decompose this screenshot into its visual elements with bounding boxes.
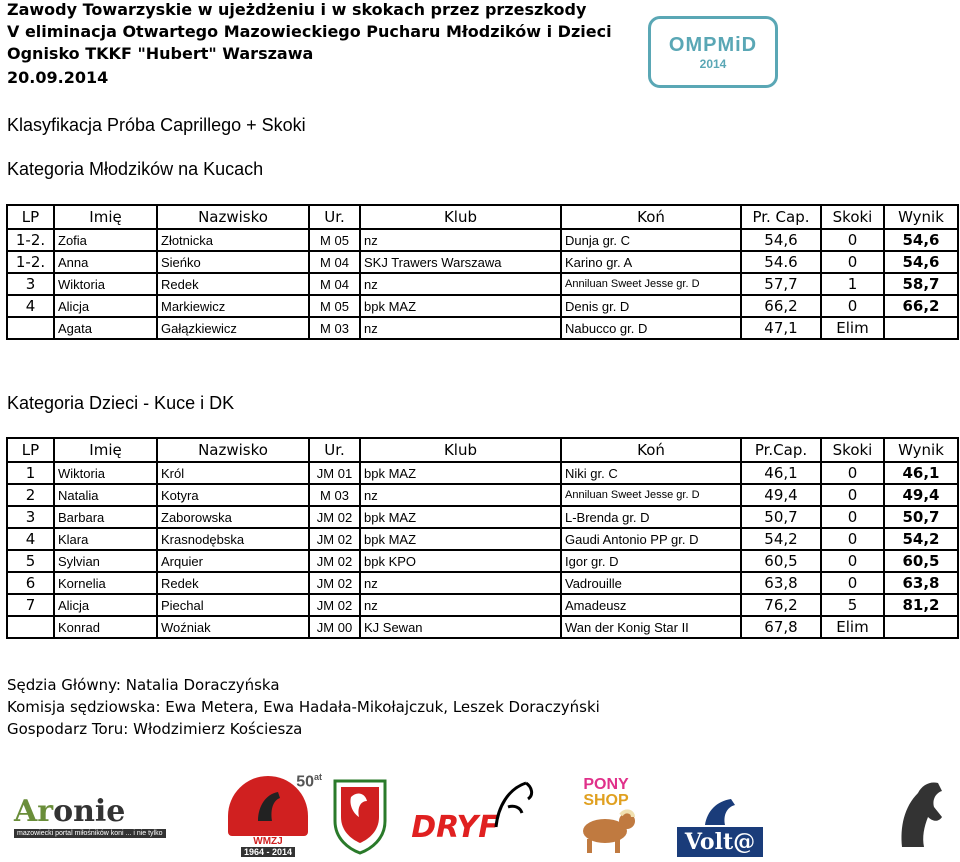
club-cell: nz [360, 229, 561, 251]
result-cell: 66,2 [884, 295, 958, 317]
konie-logo-text-a: Ar [14, 794, 54, 829]
ponyshop-logo [562, 775, 650, 857]
column-header: Klub [360, 438, 561, 462]
jumping-cell: 5 [821, 594, 884, 616]
horse-cell: Dunja gr. C [561, 229, 741, 251]
rank-cell: 1 [7, 462, 54, 484]
table-row [7, 550, 958, 572]
jumping-cell: 0 [821, 528, 884, 550]
ponyshop-logo-pony: PONY [583, 776, 629, 793]
club-cell: SKJ Trawers Warszawa [360, 251, 561, 273]
result-cell: 54,6 [884, 229, 958, 251]
horse-cell: Gaudi Antonio PP gr. D [561, 528, 741, 550]
last-name-cell: Król [157, 462, 309, 484]
birth-cell: M 05 [309, 295, 360, 317]
birth-cell: M 04 [309, 273, 360, 295]
caprilli-cell: 49,4 [741, 484, 821, 506]
club-cell: bpk MAZ [360, 462, 561, 484]
dryf-logo-text: DRYF [411, 809, 499, 845]
column-header: Nazwisko [157, 205, 309, 229]
results-table-category1 [6, 204, 959, 340]
result-cell [884, 317, 958, 339]
judging-committee: Komisja sędziowska: Ewa Metera, Ewa Hadała-Mikołajczuk, Leszek Doraczyński [7, 698, 600, 716]
column-header: Ur. [309, 438, 360, 462]
shield-logo [330, 775, 390, 857]
table-header-row [7, 205, 958, 229]
club-cell: KJ Sewan [360, 616, 561, 638]
birth-cell: JM 02 [309, 528, 360, 550]
column-header: Koń [561, 438, 741, 462]
horse-cell: Anniluan Sweet Jesse gr. D [561, 273, 741, 295]
caprilli-cell: 47,1 [741, 317, 821, 339]
jumping-cell: 0 [821, 506, 884, 528]
birth-cell: JM 01 [309, 462, 360, 484]
caprilli-cell: 50,7 [741, 506, 821, 528]
birth-cell: JM 02 [309, 550, 360, 572]
rank-cell: 7 [7, 594, 54, 616]
pony-icon [571, 809, 641, 855]
jumping-cell: Elim [821, 317, 884, 339]
last-name-cell: Gałązkiewicz [157, 317, 309, 339]
result-cell: 58,7 [884, 273, 958, 295]
result-cell: 54,2 [884, 528, 958, 550]
first-name-cell: Sylvian [54, 550, 157, 572]
first-name-cell: Barbara [54, 506, 157, 528]
shield-icon [331, 777, 389, 855]
ponyshop-logo-shop: SHOP [583, 792, 629, 809]
konie-logo [14, 775, 204, 857]
caprilli-cell: 57,7 [741, 273, 821, 295]
first-name-cell: Agata [54, 317, 157, 339]
rank-cell [7, 616, 54, 638]
ompmid-logo-name: OMPMiD [668, 33, 758, 56]
table-row [7, 484, 958, 506]
jumping-cell: 0 [821, 484, 884, 506]
rank-cell: 1-2. [7, 229, 54, 251]
club-cell: nz [360, 273, 561, 295]
horse-silhouette-icon [882, 777, 958, 855]
first-name-cell: Klara [54, 528, 157, 550]
last-name-cell: Sieńko [157, 251, 309, 273]
club-cell: bpk MAZ [360, 295, 561, 317]
jumping-cell: 0 [821, 572, 884, 594]
table-row [7, 528, 958, 550]
horse-head-icon [248, 786, 288, 826]
caprilli-cell: 76,2 [741, 594, 821, 616]
caprilli-cell: 67,8 [741, 616, 821, 638]
birth-cell: M 04 [309, 251, 360, 273]
ompmid-logo-year: 2014 [699, 56, 727, 71]
horse-cell: Niki gr. C [561, 462, 741, 484]
column-header: Ur. [309, 205, 360, 229]
header-line-3: Ognisko TKKF "Hubert" Warszawa [7, 44, 314, 63]
volta-logo [665, 775, 775, 857]
birth-cell: JM 02 [309, 506, 360, 528]
horse-cell: Denis gr. D [561, 295, 741, 317]
horse-cell: Wan der Konig Star II [561, 616, 741, 638]
first-name-cell: Natalia [54, 484, 157, 506]
club-cell: bpk MAZ [360, 528, 561, 550]
jumping-cell: 1 [821, 273, 884, 295]
first-name-cell: Konrad [54, 616, 157, 638]
last-name-cell: Zaborowska [157, 506, 309, 528]
category1-title: Kategoria Młodzików na Kucach [7, 159, 264, 179]
horse-cell: Amadeusz [561, 594, 741, 616]
rank-cell: 4 [7, 295, 54, 317]
first-name-cell: Alicja [54, 295, 157, 317]
caprilli-cell: 63,8 [741, 572, 821, 594]
classification-title: Klasyfikacja Próba Caprillego + Skoki [7, 115, 306, 135]
birth-cell: M 03 [309, 484, 360, 506]
results-table-category2 [6, 437, 959, 639]
club-cell: bpk MAZ [360, 506, 561, 528]
horse-silhouette-logo [880, 775, 960, 857]
table-row [7, 462, 958, 484]
caprilli-cell: 54,6 [741, 229, 821, 251]
birth-cell: JM 02 [309, 572, 360, 594]
result-cell: 46,1 [884, 462, 958, 484]
caprilli-cell: 66,2 [741, 295, 821, 317]
club-cell: nz [360, 484, 561, 506]
rank-cell [7, 317, 54, 339]
column-header: LP [7, 438, 54, 462]
birth-cell: JM 02 [309, 594, 360, 616]
header-line-1: Zawody Towarzyskie w ujeżdżeniu i w skokach przez przeszkody [7, 0, 587, 19]
jumping-cell: Elim [821, 616, 884, 638]
column-header: Imię [54, 438, 157, 462]
jumping-cell: 0 [821, 550, 884, 572]
table-row [7, 273, 958, 295]
column-header: Nazwisko [157, 438, 309, 462]
last-name-cell: Woźniak [157, 616, 309, 638]
jumping-cell: 0 [821, 462, 884, 484]
result-cell: 54,6 [884, 251, 958, 273]
wmzj-name: WMZJ [253, 835, 283, 847]
wmzj-years: 1964 - 2014 [241, 847, 295, 857]
column-header: Wynik [884, 205, 958, 229]
birth-cell: M 03 [309, 317, 360, 339]
result-cell: 60,5 [884, 550, 958, 572]
rank-cell: 5 [7, 550, 54, 572]
column-header: Klub [360, 205, 561, 229]
caprilli-cell: 54.6 [741, 251, 821, 273]
wmzj-anniversary [296, 772, 322, 791]
club-cell: nz [360, 317, 561, 339]
rank-cell: 3 [7, 273, 54, 295]
column-header: LP [7, 205, 54, 229]
wmzj-anniversary-number: 50 [296, 772, 314, 790]
birth-cell: M 05 [309, 229, 360, 251]
horse-cell: L-Brenda gr. D [561, 506, 741, 528]
club-cell: bpk KPO [360, 550, 561, 572]
horse-sketch-icon [488, 777, 538, 837]
category2-title: Kategoria Dzieci - Kuce i DK [7, 393, 235, 413]
wmzj-anniversary-suffix: at [313, 771, 322, 782]
jumping-cell: 0 [821, 229, 884, 251]
rank-cell: 6 [7, 572, 54, 594]
header-line-2: V eliminacja Otwartego Mazowieckiego Pucharu Młodzików i Dzieci [7, 22, 612, 41]
column-header: Skoki [821, 205, 884, 229]
konie-logo-tagline: mazowiecki portal miłośników koni ... i nie tylko [14, 829, 166, 838]
table-row [7, 506, 958, 528]
course-host: Gospodarz Toru: Włodzimierz Kościesza [7, 720, 303, 738]
wmzj-logo [218, 771, 322, 857]
first-name-cell: Wiktoria [54, 273, 157, 295]
last-name-cell: Redek [157, 273, 309, 295]
first-name-cell: Anna [54, 251, 157, 273]
result-cell [884, 616, 958, 638]
column-header: Imię [54, 205, 157, 229]
caprilli-cell: 46,1 [741, 462, 821, 484]
ompmid-logo [648, 16, 778, 88]
result-cell: 49,4 [884, 484, 958, 506]
last-name-cell: Złotnicka [157, 229, 309, 251]
jumping-cell: 0 [821, 251, 884, 273]
column-header: Koń [561, 205, 741, 229]
first-name-cell: Kornelia [54, 572, 157, 594]
last-name-cell: Redek [157, 572, 309, 594]
caprilli-cell: 54,2 [741, 528, 821, 550]
horse-cell: Anniluan Sweet Jesse gr. D [561, 484, 741, 506]
last-name-cell: Markiewicz [157, 295, 309, 317]
column-header: Skoki [821, 438, 884, 462]
table-row [7, 317, 958, 339]
chief-judge: Sędzia Główny: Natalia Doraczyńska [7, 676, 280, 694]
horse-head-icon [695, 797, 745, 827]
rank-cell: 1-2. [7, 251, 54, 273]
horse-cell: Nabucco gr. D [561, 317, 741, 339]
horse-cell: Igor gr. D [561, 550, 741, 572]
rank-cell: 3 [7, 506, 54, 528]
volta-logo-text: Volt@ [677, 827, 763, 857]
result-cell: 50,7 [884, 506, 958, 528]
result-cell: 63,8 [884, 572, 958, 594]
result-cell: 81,2 [884, 594, 958, 616]
rank-cell: 2 [7, 484, 54, 506]
table-row [7, 616, 958, 638]
horse-cell: Karino gr. A [561, 251, 741, 273]
table-header-row [7, 438, 958, 462]
first-name-cell: Wiktoria [54, 462, 157, 484]
last-name-cell: Arquier [157, 550, 309, 572]
table-row [7, 594, 958, 616]
table-row [7, 572, 958, 594]
konie-logo-text-b: onie [53, 794, 126, 829]
column-header: Wynik [884, 438, 958, 462]
club-cell: nz [360, 572, 561, 594]
rank-cell: 4 [7, 528, 54, 550]
first-name-cell: Zofia [54, 229, 157, 251]
header-date: 20.09.2014 [7, 68, 109, 87]
last-name-cell: Piechal [157, 594, 309, 616]
column-header: Pr. Cap. [741, 205, 821, 229]
last-name-cell: Kotyra [157, 484, 309, 506]
dryf-logo [400, 775, 540, 857]
last-name-cell: Krasnodębska [157, 528, 309, 550]
jumping-cell: 0 [821, 295, 884, 317]
horse-cell: Vadrouille [561, 572, 741, 594]
column-header: Pr.Cap. [741, 438, 821, 462]
caprilli-cell: 60,5 [741, 550, 821, 572]
table-row [7, 251, 958, 273]
birth-cell: JM 00 [309, 616, 360, 638]
club-cell: nz [360, 594, 561, 616]
first-name-cell: Alicja [54, 594, 157, 616]
table-row [7, 229, 958, 251]
table-row [7, 295, 958, 317]
